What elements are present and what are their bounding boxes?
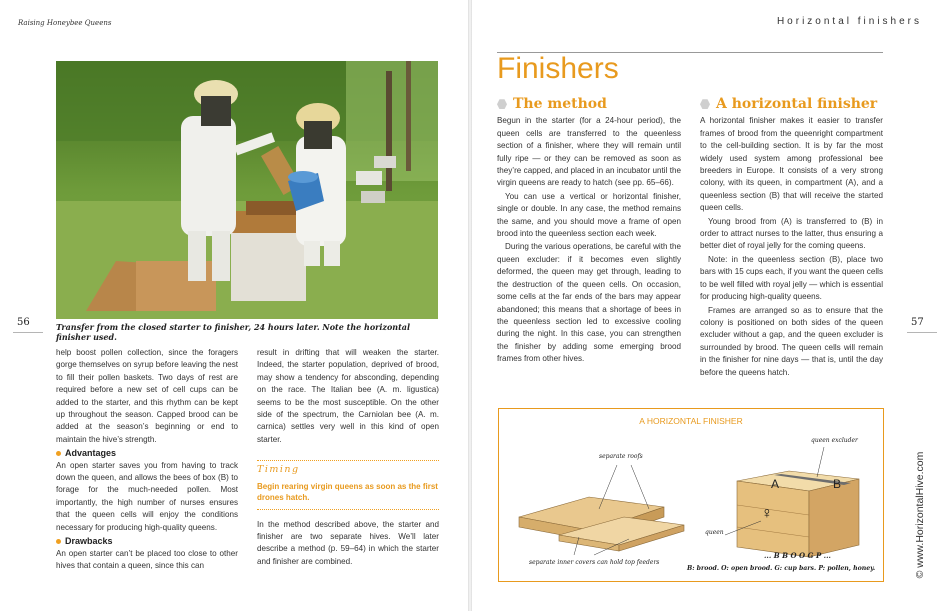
running-head-left: Raising Honeybee Queens bbox=[18, 19, 112, 27]
label-compartment-b: B bbox=[833, 477, 842, 491]
figure-title: A HORIZONTAL FINISHER bbox=[639, 416, 743, 426]
paragraph: An open starter saves you from having to track down the queen, and allows the bees of box (B) to forage for the much-needed pollen. Most importantly, the high number of nurses ensures that the queen cells will enjoy the conditions necessary for producing high-quality queens. bbox=[56, 460, 238, 532]
website-watermark bbox=[908, 447, 928, 587]
paragraph: Young brood from (A) is transferred to (B) in order to attract nurses to the latter, thus ensuring a better diet of royal jelly for the coming queens. bbox=[700, 216, 883, 251]
chapter-title: Finishers bbox=[497, 52, 619, 85]
drawbacks-heading-text: Drawbacks bbox=[65, 536, 113, 547]
label-separate-roofs: separate roofs bbox=[599, 453, 643, 460]
label-inner-covers: separate inner covers can hold top feeders bbox=[529, 559, 660, 566]
paragraph: An open starter can’t be placed too close to other hives that contain a queen, since this can bbox=[56, 548, 238, 570]
paragraph: result in drifting that will weaken the starter. Indeed, the starter population, deprived of brood, may show a tendency for absconding, depending on the race. The Italian bee (A. m. ligustica) seems to be the most susceptible. On the other side of the spectrum, the Carniolan bee (A. m. carnica) settles very well in this kind of open starter. bbox=[257, 348, 439, 444]
frame-codes: ... B B O O G P ... bbox=[764, 551, 831, 560]
advantages-heading bbox=[56, 447, 238, 459]
photo-illustration bbox=[56, 61, 438, 319]
horizontal-finisher-figure bbox=[498, 408, 884, 582]
left-column-1 bbox=[56, 347, 238, 573]
website-watermark-text: © www.HorizontalHive.com bbox=[914, 451, 926, 579]
page-number-left: 56 bbox=[17, 317, 30, 328]
page-number-right: 57 bbox=[911, 317, 924, 328]
paragraph: Frames are arranged so as to ensure that the colony is positioned on both sides of the queen excluder without a gap, and the queen excluder is surrounded by brood. The queen cells will remain in the finisher for nine days — that is, until the day before the queens hatch. bbox=[700, 305, 883, 377]
advantages-heading-text: Advantages bbox=[65, 448, 117, 459]
timing-divider bbox=[257, 460, 439, 461]
horizontal-finisher-heading bbox=[700, 98, 883, 110]
bullet-icon bbox=[56, 451, 61, 456]
hexagon-icon bbox=[497, 99, 507, 109]
photo-caption: Transfer from the closed starter to finisher, 24 hours later. Note the horizontal finisher used. bbox=[56, 322, 411, 342]
paragraph: Note: in the queenless section (B), place two bars with 15 cups each, if you want the queen cells to be well filled with royal jelly — which is essential for producing high-quality queens. bbox=[700, 254, 883, 302]
paragraph: A horizontal finisher makes it easier to transfer frames of brood from the queenright compartment to the cell-building section. It is by far the most widely used system among professional bee breeders in Europe. It consists of a very strong colony, with its queen, in compartment (A), and a queenless section (B) that will receive the started queen cells. bbox=[700, 116, 883, 213]
horizontal-heading-text: A horizontal finisher bbox=[716, 96, 878, 112]
running-head-right: Horizontal finishers bbox=[776, 16, 922, 27]
paragraph: In the method described above, the starter and finisher are two separate hives. We’ll later describe a method (p. 59–64) in which the starter and finisher are combined. bbox=[257, 519, 439, 566]
paragraph: During the various operations, be careful with the queen excluder: if it becomes even slightly deformed, the queen may get through, leading to the destruction of the queen cells. On occasion, some cells at the far ends of the bars may appear abandoned; this means that a shortage of bees in the queenless section led to excessive cooling during the night. In this case, you can strengthen the finisher by adding some emerging brood frames from other hives. bbox=[497, 242, 681, 364]
hexagon-icon bbox=[700, 99, 710, 109]
paragraph: Begun in the starter (for a 24-hour period), the queen cells are transferred to the queenless section of a finisher, where they will remain until fully ripe — or they can be removed as soon as they’re capped, and placed in an incubator until the virgin queens are ready to hatch (see pp. 65–66). bbox=[497, 116, 681, 188]
left-column-2 bbox=[257, 347, 439, 569]
right-column-2 bbox=[700, 98, 883, 380]
paragraph: help boost pollen collection, since the foragers gorge themselves on syrup before leaving the nest to fill their pollen baskets. Two days of rest are required before a new set of cell cups can be added to the starter, and this rhythm can be kept up throughout the season. Capped brood can be added at the season’s beginning or end to maintain the hive’s strength. bbox=[56, 348, 238, 444]
paragraph: You can use a vertical or horizontal finisher, single or double. In any case, the method remains the same, and you should move a frame of open brood into the queenless section each week. bbox=[497, 191, 681, 239]
label-queen-excluder: queen excluder bbox=[811, 437, 858, 444]
label-compartment-a: A bbox=[771, 477, 780, 491]
label-queen: queen bbox=[705, 529, 724, 536]
method-heading bbox=[497, 98, 681, 110]
book-gutter bbox=[468, 0, 472, 611]
timing-divider bbox=[257, 509, 439, 510]
figure-legend: B: brood. O: open brood. G: cup bars. P: pollen, honey. bbox=[687, 565, 876, 572]
bullet-icon bbox=[56, 539, 61, 544]
method-heading-text: The method bbox=[513, 96, 607, 112]
timing-heading: Timing bbox=[257, 464, 300, 476]
queen-symbol-icon: ♀ bbox=[761, 505, 773, 522]
drawbacks-heading bbox=[56, 535, 238, 547]
photo-beekeepers-at-hive bbox=[56, 61, 438, 319]
right-column-1 bbox=[497, 98, 681, 367]
timing-text: Begin rearing virgin queens as soon as the first drones hatch. bbox=[257, 481, 438, 502]
